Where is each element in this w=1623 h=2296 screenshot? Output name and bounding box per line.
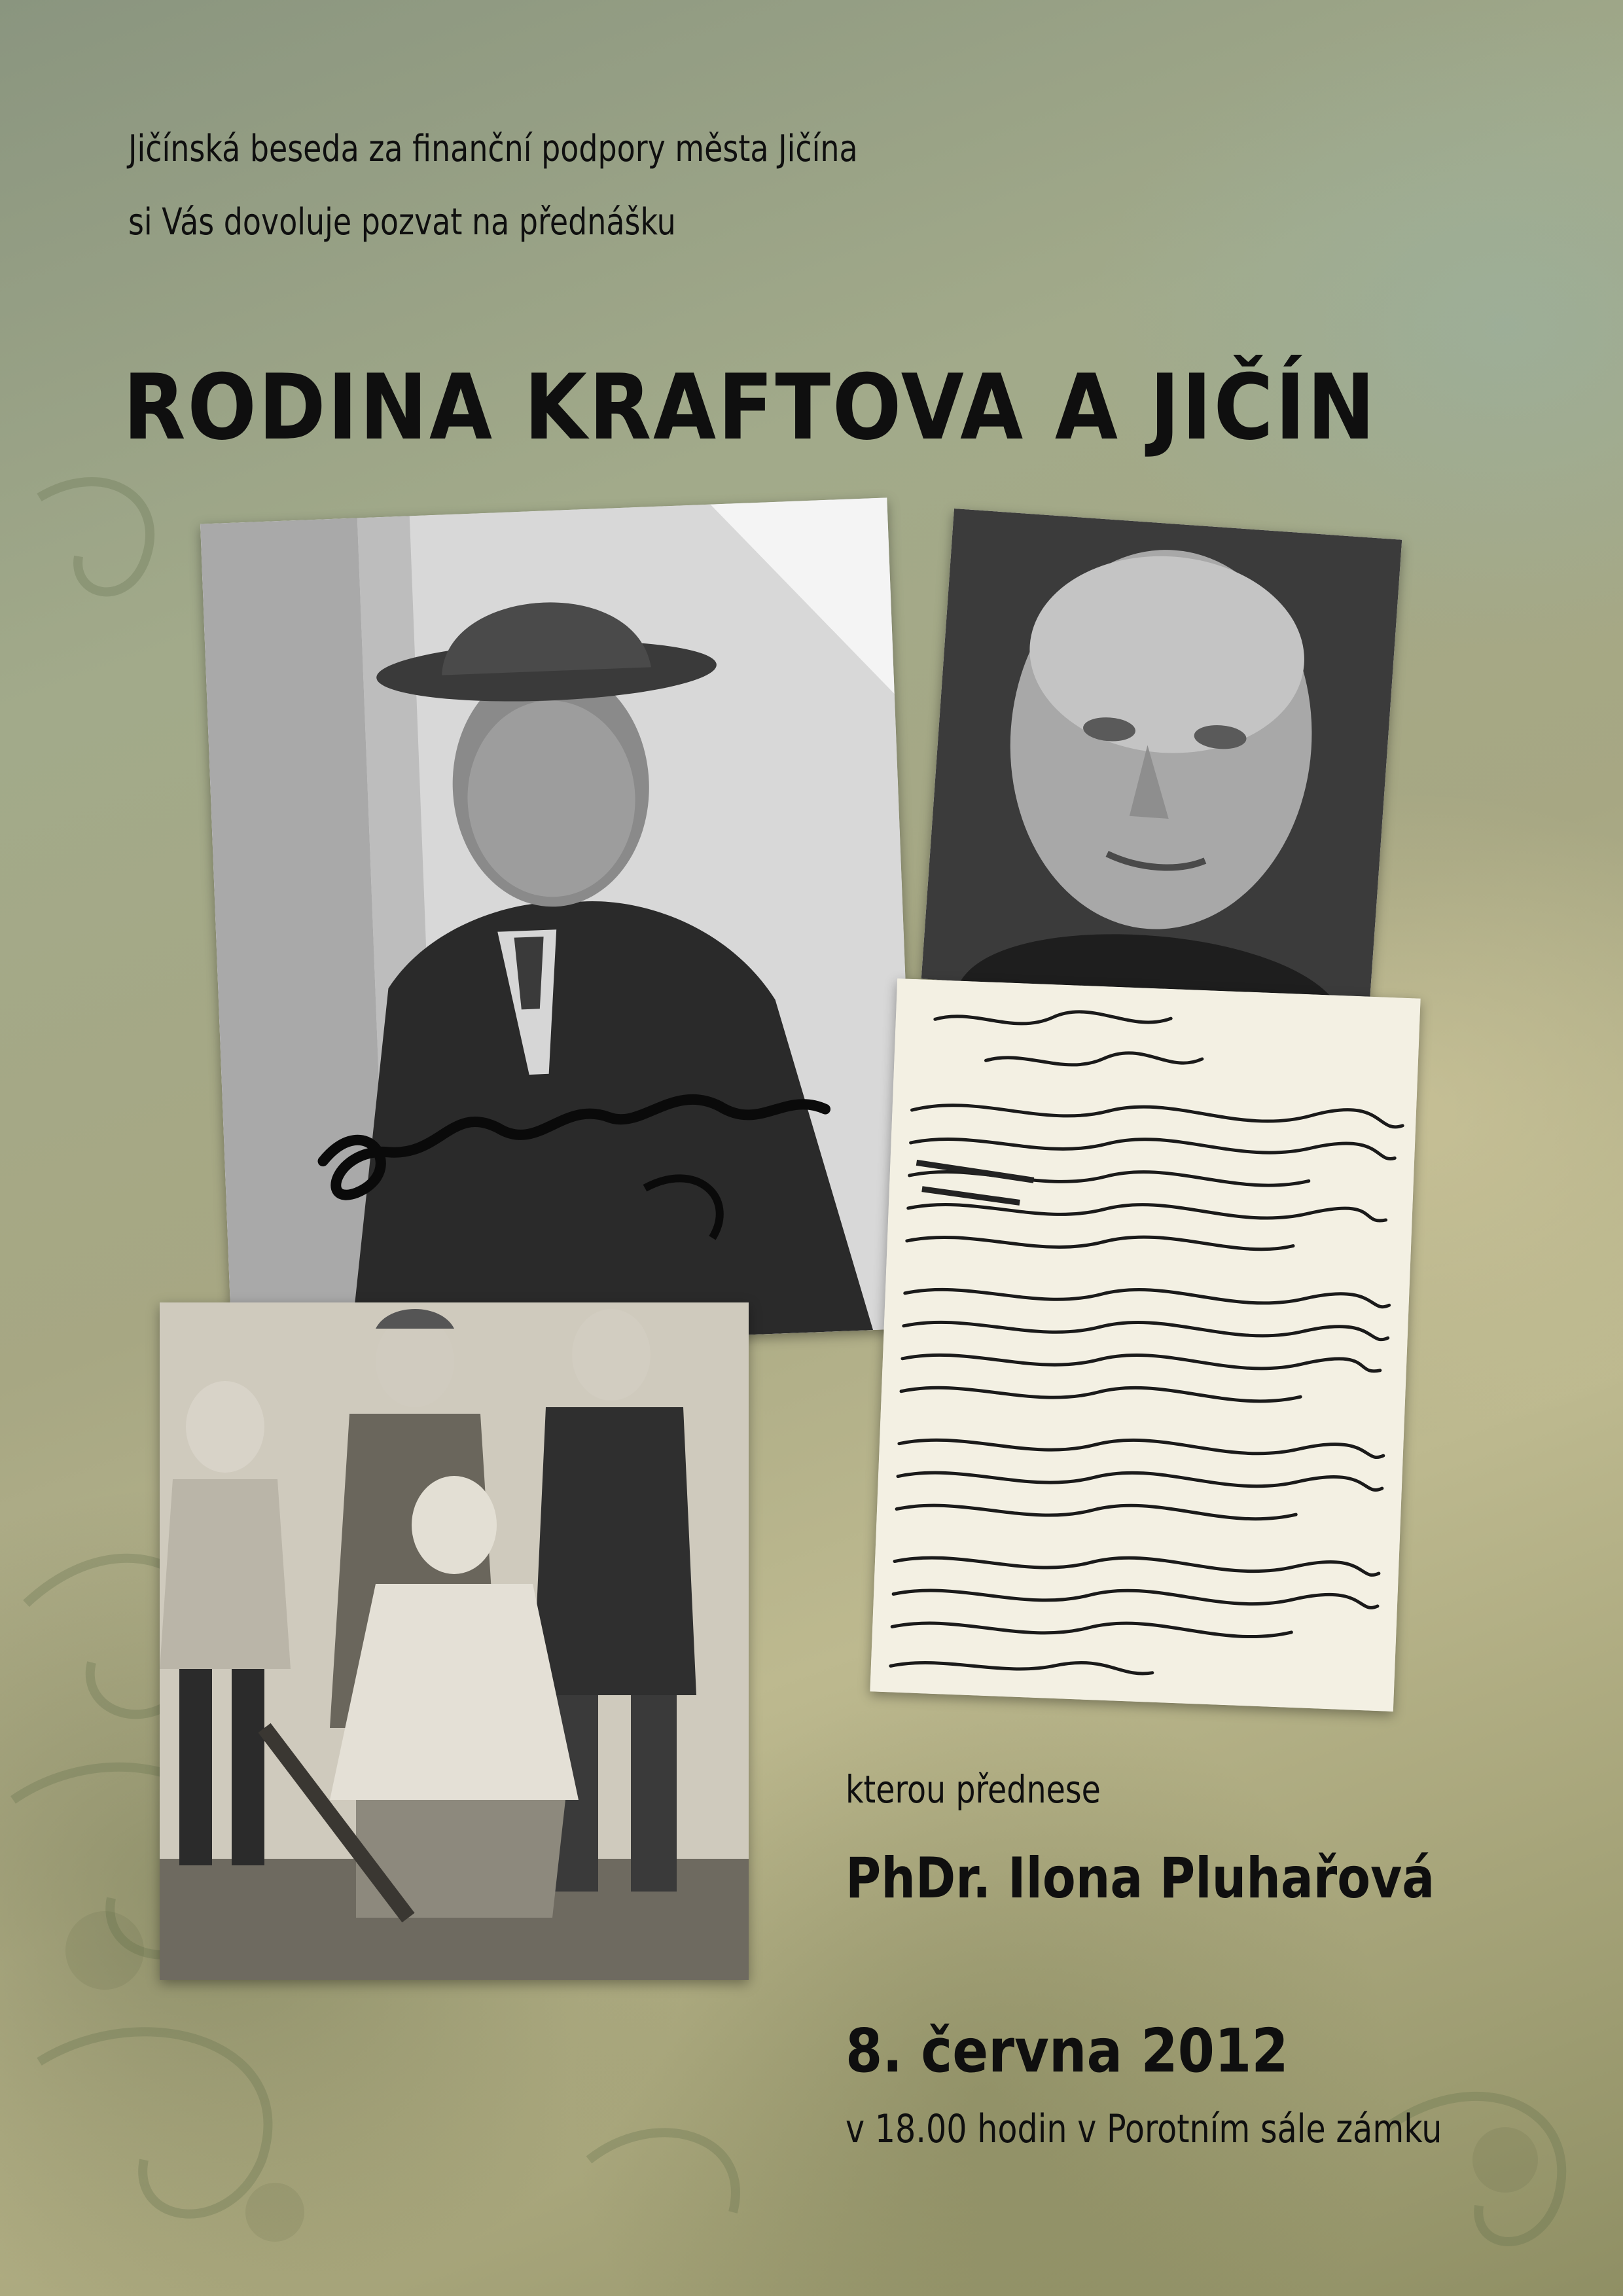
- event-time-place: v 18.00 hodin v Porotním sále zámku: [846, 2106, 1442, 2152]
- lecturer-name: PhDr. Ilona Pluhařová: [846, 1846, 1435, 1911]
- event-title: RODINA KRAFTOVA A JIČÍN: [123, 355, 1377, 460]
- portrait-elderly-man: [921, 509, 1402, 1010]
- lecture-intro: kterou přednese: [846, 1767, 1101, 1812]
- portrait-man-in-hat: [200, 497, 919, 1354]
- handwritten-manuscript: [870, 978, 1420, 1712]
- children-group-photo: [160, 1302, 749, 1980]
- invitation-line-1: Jičínská beseda za finanční podpory města Jičína: [128, 128, 858, 170]
- event-date: 8. června 2012: [846, 2016, 1289, 2086]
- invitation-line-2: si Vás dovoluje pozvat na přednášku: [128, 201, 676, 243]
